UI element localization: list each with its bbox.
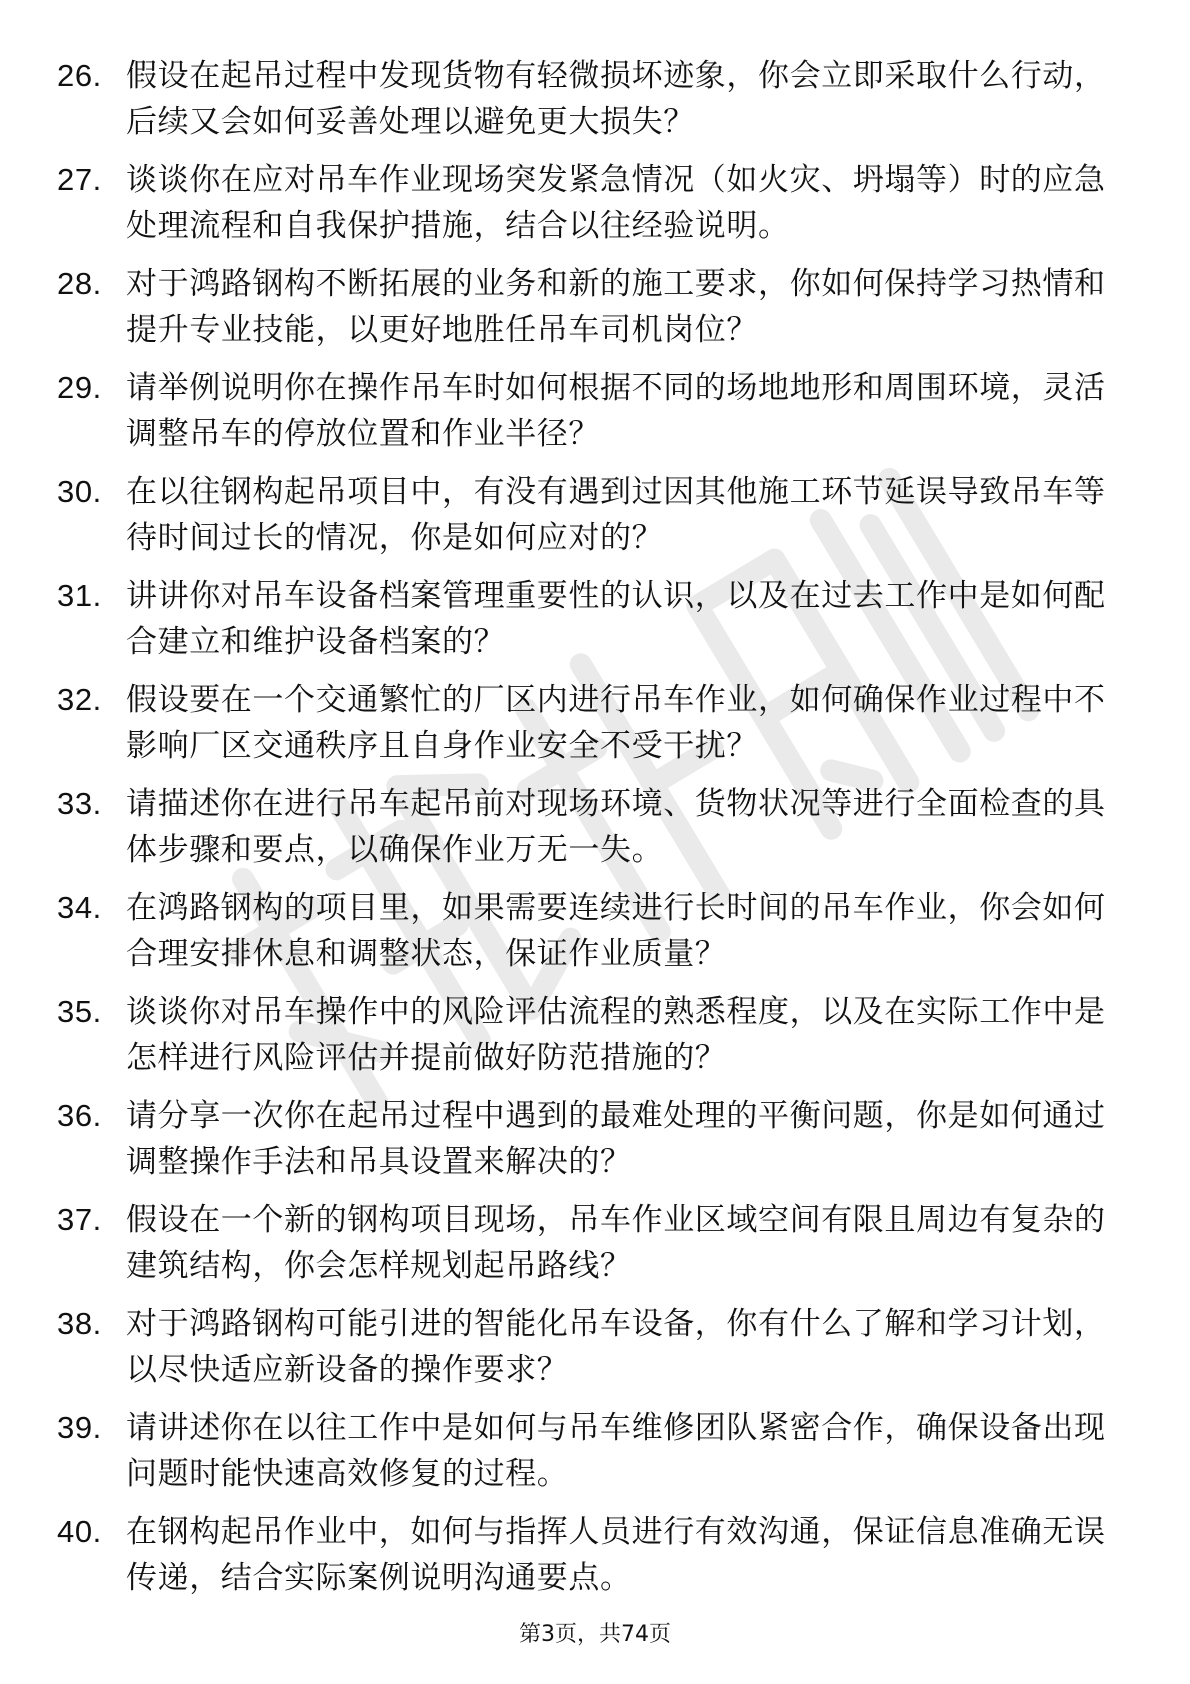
question-text: 请分享一次你在起吊过程中遇到的最难处理的平衡问题，你是如何通过调整操作手法和吊具设置来解决的？ <box>126 1098 1106 1180</box>
question-item <box>57 781 1117 873</box>
question-item <box>57 1509 1117 1601</box>
question-number: 27. <box>57 162 102 197</box>
question-number: 39. <box>57 1410 102 1445</box>
question-text: 在鸿路钢构的项目里，如果需要连续进行长时间的吊车作业，你会如何合理安排休息和调整状态，保证作业质量？ <box>126 890 1106 972</box>
question-number: 35. <box>57 994 102 1029</box>
question-text: 在以往钢构起吊项目中，有没有遇到过因其他施工环节延误导致吊车等待时间过长的情况，你是如何应对的？ <box>126 474 1106 556</box>
question-text: 讲讲你对吊车设备档案管理重要性的认识，以及在过去工作中是如何配合建立和维护设备档案的？ <box>126 578 1106 660</box>
question-item <box>57 1405 1117 1497</box>
question-text: 对于鸿路钢构可能引进的智能化吊车设备，你有什么了解和学习计划，以尽快适应新设备的操作要求？ <box>126 1306 1106 1388</box>
question-item <box>57 1301 1117 1393</box>
question-text: 假设要在一个交通繁忙的厂区内进行吊车作业，如何确保作业过程中不影响厂区交通秩序且自身作业安全不受干扰？ <box>126 682 1106 764</box>
question-item <box>57 469 1117 561</box>
question-text: 谈谈你对吊车操作中的风险评估流程的熟悉程度，以及在实际工作中是怎样进行风险评估并提前做好防范措施的？ <box>126 994 1106 1076</box>
question-item <box>57 365 1117 457</box>
question-item <box>57 53 1117 145</box>
question-list <box>57 53 1117 1613</box>
question-text: 假设在起吊过程中发现货物有轻微损坏迹象，你会立即采取什么行动，后续又会如何妥善处理以避免更大损失？ <box>126 58 1106 140</box>
question-item <box>57 677 1117 769</box>
question-number: 32. <box>57 682 102 717</box>
question-number: 28. <box>57 266 102 301</box>
question-item <box>57 261 1117 353</box>
question-number: 31. <box>57 578 102 613</box>
question-text: 对于鸿路钢构不断拓展的业务和新的施工要求，你如何保持学习热情和提升专业技能，以更好地胜任吊车司机岗位？ <box>126 266 1106 348</box>
question-number: 34. <box>57 890 102 925</box>
question-number: 29. <box>57 370 102 405</box>
page-footer: 第3页，共74页 <box>519 1622 671 1647</box>
question-item <box>57 885 1117 977</box>
question-number: 38. <box>57 1306 102 1341</box>
question-number: 30. <box>57 474 102 509</box>
question-number: 33. <box>57 786 102 821</box>
question-number: 40. <box>57 1514 102 1549</box>
question-number: 26. <box>57 58 102 93</box>
question-item <box>57 1093 1117 1185</box>
question-number: 37. <box>57 1202 102 1237</box>
question-text: 请举例说明你在操作吊车时如何根据不同的场地地形和周围环境，灵活调整吊车的停放位置和作业半径？ <box>126 370 1106 452</box>
question-text: 谈谈你在应对吊车作业现场突发紧急情况（如火灾、坍塌等）时的应急处理流程和自我保护措施，结合以往经验说明。 <box>126 162 1106 244</box>
question-text: 请讲述你在以往工作中是如何与吊车维修团队紧密合作，确保设备出现问题时能快速高效修复的过程。 <box>126 1410 1106 1492</box>
question-number: 36. <box>57 1098 102 1133</box>
question-text: 假设在一个新的钢构项目现场，吊车作业区域空间有限且周边有复杂的建筑结构，你会怎样规划起吊路线？ <box>126 1202 1106 1284</box>
question-item <box>57 573 1117 665</box>
question-text: 在钢构起吊作业中，如何与指挥人员进行有效沟通，保证信息准确无误传递，结合实际案例说明沟通要点。 <box>126 1514 1106 1596</box>
question-item <box>57 989 1117 1081</box>
question-item <box>57 157 1117 249</box>
question-item <box>57 1197 1117 1289</box>
question-text: 请描述你在进行吊车起吊前对现场环境、货物状况等进行全面检查的具体步骤和要点，以确保作业万无一失。 <box>126 786 1106 868</box>
